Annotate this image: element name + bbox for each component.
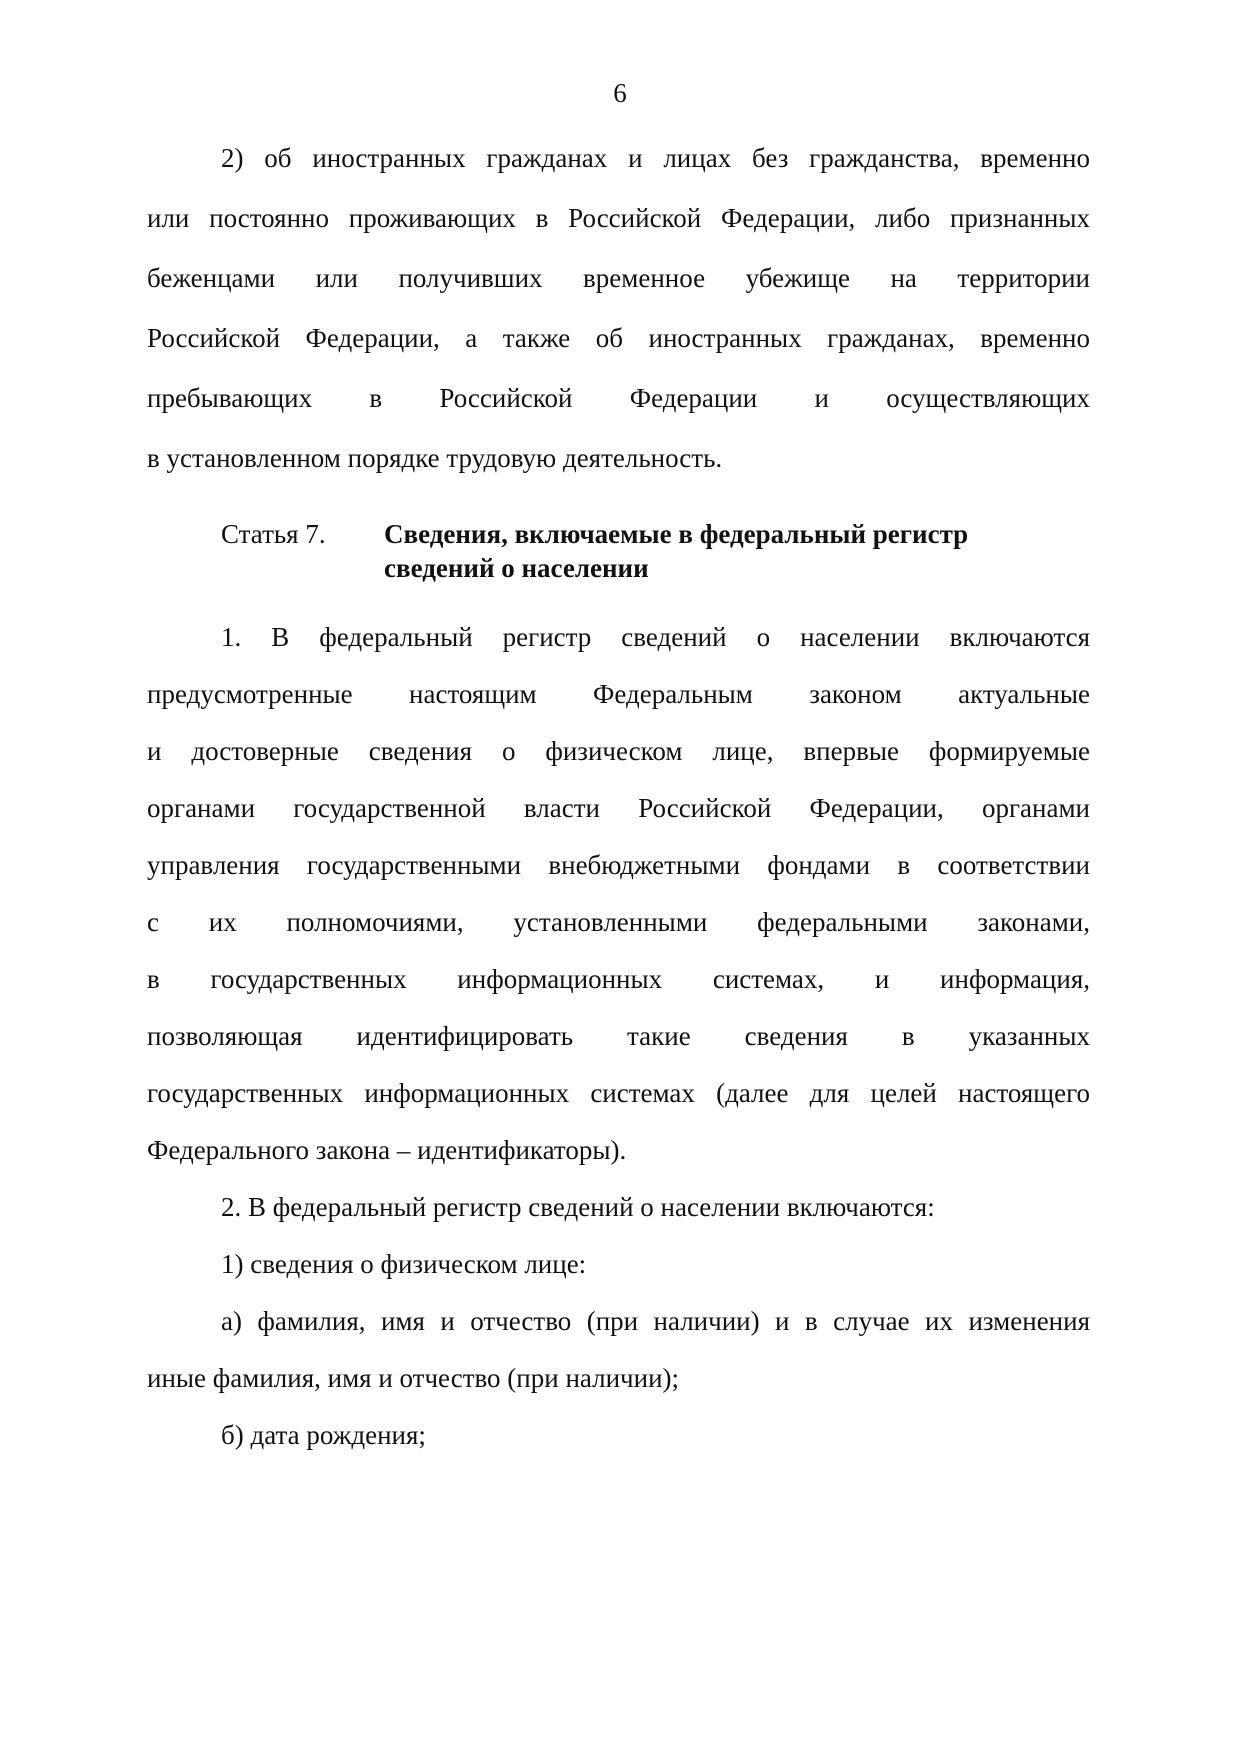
paragraph-item-a bbox=[147, 1303, 1090, 1396]
paragraph-1 bbox=[147, 619, 1090, 1168]
article-title-line: Сведения, включаемые в федеральный регистр bbox=[384, 519, 969, 549]
text-line: Федерального закона – идентификаторы). bbox=[147, 1135, 627, 1165]
document-body bbox=[147, 140, 1090, 1453]
text-line: 1. В федеральный регистр сведений о населении включаются bbox=[221, 622, 1090, 652]
article-title bbox=[384, 517, 968, 585]
text-line: органами государственной власти Российской Федерации, органами bbox=[147, 793, 1090, 823]
text-line: а) фамилия, имя и отчество (при наличии) и в случае их изменения bbox=[221, 1306, 1090, 1336]
text-line: и достоверные сведения о физическом лице, впервые формируемые bbox=[147, 736, 1090, 766]
text-line: в установленном порядке трудовую деятельность. bbox=[147, 443, 723, 473]
text-line: пребывающих в Российской Федерации и осуществляющих bbox=[147, 383, 1090, 413]
article-title-line: сведений о населении bbox=[384, 553, 649, 583]
page-number: 6 bbox=[613, 78, 627, 108]
paragraph-item-2 bbox=[147, 140, 1090, 476]
text-line: с их полномочиями, установленными федеральными законами, bbox=[147, 907, 1090, 937]
paragraph-item-b: б) дата рождения; bbox=[221, 1420, 426, 1450]
article-heading bbox=[147, 517, 1090, 589]
text-line: Российской Федерации, а также об иностранных гражданах, временно bbox=[147, 323, 1090, 353]
text-line: или постоянно проживающих в Российской Федерации, либо признанных bbox=[147, 203, 1090, 233]
text-line: государственных информационных системах (далее для целей настоящего bbox=[147, 1078, 1090, 1108]
text-line: иные фамилия, имя и отчество (при наличии); bbox=[147, 1363, 680, 1393]
text-line: позволяющая идентифицировать такие сведения в указанных bbox=[147, 1021, 1090, 1051]
text-line: беженцами или получивших временное убежище на территории bbox=[147, 263, 1090, 293]
article-number: Статья 7. bbox=[221, 519, 326, 549]
text-line: в государственных информационных системах, и информация, bbox=[147, 964, 1090, 994]
text-line: управления государственными внебюджетными фондами в соответствии bbox=[147, 850, 1090, 880]
paragraph-2: 2. В федеральный регистр сведений о населении включаются: bbox=[221, 1192, 935, 1222]
text-line: 2) об иностранных гражданах и лицах без гражданства, временно bbox=[221, 143, 1090, 173]
paragraph-2-item-1: 1) сведения о физическом лице: bbox=[221, 1249, 587, 1279]
text-line: предусмотренные настоящим Федеральным законом актуальные bbox=[147, 679, 1090, 709]
